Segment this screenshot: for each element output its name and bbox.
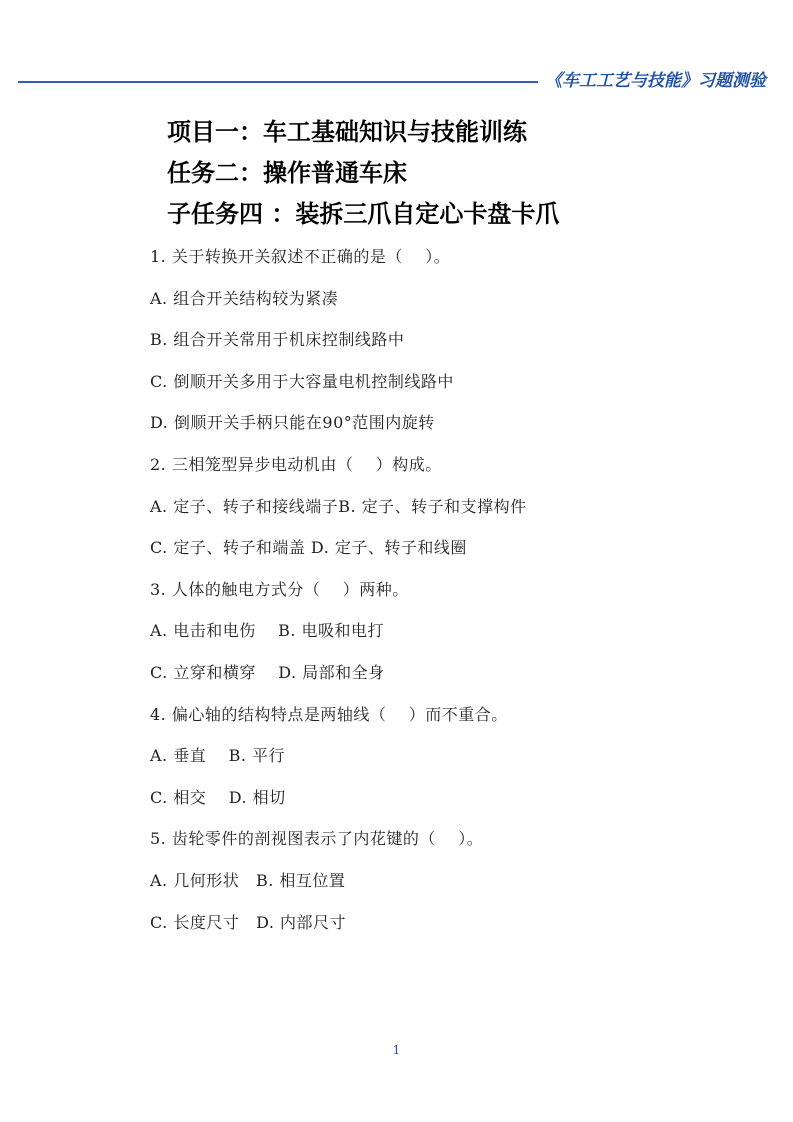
question-2: 2. 三相笼型异步电动机由（ ）构成。 <box>150 454 442 474</box>
question-list <box>150 236 770 943</box>
question-2-options-ab: A. 定子、转子和接线端子B. 定子、转子和支撑构件 <box>150 496 527 516</box>
page-number: 1 <box>392 1043 401 1057</box>
question-4-options-cd: C. 相交 D. 相切 <box>150 787 286 807</box>
question-3-options-cd: C. 立穿和横穿 D. 局部和全身 <box>150 662 385 682</box>
header-rule <box>18 81 538 83</box>
section-headings <box>167 112 559 235</box>
task-heading: 任务二：操作普通车床 <box>167 159 407 187</box>
question-3: 3. 人体的触电方式分（ ）两种。 <box>150 579 409 599</box>
question-4-options-ab: A. 垂直 B. 平行 <box>150 746 286 766</box>
question-5-options-ab: A. 几何形状 B. 相互位置 <box>150 870 346 890</box>
question-3-options-ab: A. 电击和电伤 B. 电吸和电打 <box>150 621 385 641</box>
question-1-option-d: D. 倒顺开关手柄只能在90°范围内旋转 <box>150 413 435 433</box>
question-1: 1. 关于转换开关叙述不正确的是（ ）。 <box>150 247 451 266</box>
question-5-options-cd: C. 长度尺寸 D. 内部尺寸 <box>150 912 347 932</box>
question-1-option-a: A. 组合开关结构较为紧凑 <box>150 288 339 308</box>
question-1-option-c: C. 倒顺开关多用于大容量电机控制线路中 <box>150 371 454 391</box>
question-4: 4. 偏心轴的结构特点是两轴线（ ）而不重合。 <box>150 704 508 724</box>
question-1-option-b: B. 组合开关常用于机床控制线路中 <box>150 330 405 350</box>
question-5: 5. 齿轮零件的剖视图表示了内花键的（ ）。 <box>150 829 484 849</box>
question-2-options-cd: C. 定子、转子和端盖 D. 定子、转子和线圈 <box>150 538 467 558</box>
subtask-heading: 子任务四 ：装拆三爪自定心卡盘卡爪 <box>167 200 560 228</box>
header-title: 《车工工艺与技能》习题测验 <box>545 71 766 91</box>
project-heading: 项目一：车工基础知识与技能训练 <box>167 118 527 146</box>
